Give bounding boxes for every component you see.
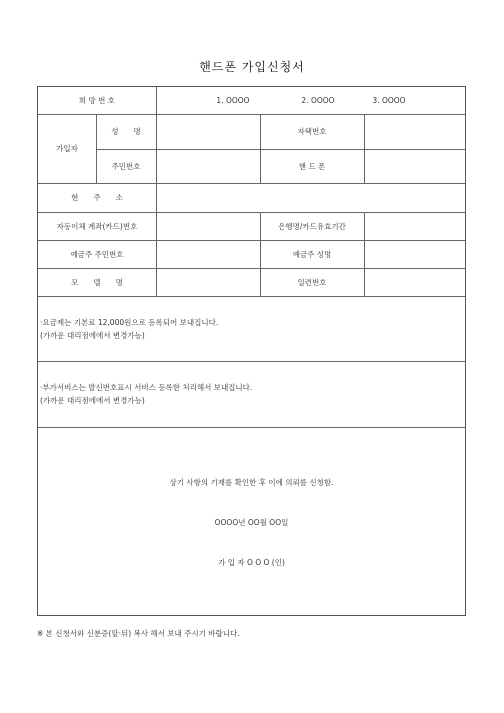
bank-field[interactable] <box>364 212 465 240</box>
home-phone-label: 자택번호 <box>297 127 327 136</box>
address-label: 현 주 소 <box>71 193 123 202</box>
addon-note: ·부가서비스는 발신번호표시 서비스 등록한 처리해서 보내집니다. <box>40 383 253 392</box>
form-title: 핸드폰 가입신청서 <box>199 60 305 74</box>
row-divider <box>38 427 465 428</box>
application-form <box>37 86 466 616</box>
auto-transfer-label: 자동이체 계좌(카드)번호 <box>56 221 138 231</box>
home-phone-field[interactable] <box>364 114 465 149</box>
name-field[interactable] <box>156 114 260 149</box>
hope-option-3: 3. OOOO <box>372 96 406 105</box>
fee-note: ·요금제는 기본료 12,000원으로 등록되어 보내집니다. <box>40 318 219 327</box>
resident-number-field[interactable] <box>156 149 260 183</box>
confirm-date: OOOO년 OO월 OO일 <box>214 518 289 527</box>
depositor-id-field[interactable] <box>156 240 260 268</box>
confirm-signature: 가 입 자 O O O (인) <box>218 558 285 567</box>
hope-number-label: 희 망 번 호 <box>78 96 116 105</box>
handphone-label: 핸 드 폰 <box>298 161 326 171</box>
row-divider <box>38 361 465 362</box>
handphone-field[interactable] <box>364 149 465 183</box>
serial-label: 일련번호 <box>297 277 327 287</box>
auto-transfer-field[interactable] <box>156 212 260 240</box>
model-label: 모 델 명 <box>71 277 123 287</box>
subscriber-label: 가입자 <box>56 144 78 153</box>
bank-label: 은행명/카드유효기간 <box>278 221 346 231</box>
depositor-name-field[interactable] <box>364 240 465 268</box>
serial-field[interactable] <box>364 268 465 296</box>
hope-option-1: 1. OOOO <box>216 96 250 105</box>
address-field[interactable] <box>156 183 465 212</box>
depositor-name-label: 예금주 성명 <box>292 249 332 259</box>
hope-option-2: 2. OOOO <box>301 96 335 105</box>
row-divider <box>38 296 465 297</box>
col-divider <box>156 87 157 114</box>
footer-note: ※ 본 신청서와 신분증(앞·뒤) 복사 해서 보내 주시기 바랍니다. <box>37 629 240 638</box>
resident-number-label: 주민번호 <box>111 161 141 171</box>
name-label: 성 명 <box>111 127 141 136</box>
confirm-statement: 상기 사항의 기재를 확인한 후 이에 의뢰를 신청함. <box>169 478 334 487</box>
fee-note-sub: (가까운 대리점에에서 변경가능) <box>40 331 145 340</box>
addon-note-sub: (가까운 대리점에에서 변경가능) <box>40 396 145 405</box>
depositor-id-label: 예금주 주민번호 <box>70 249 124 259</box>
model-field[interactable] <box>156 268 260 296</box>
